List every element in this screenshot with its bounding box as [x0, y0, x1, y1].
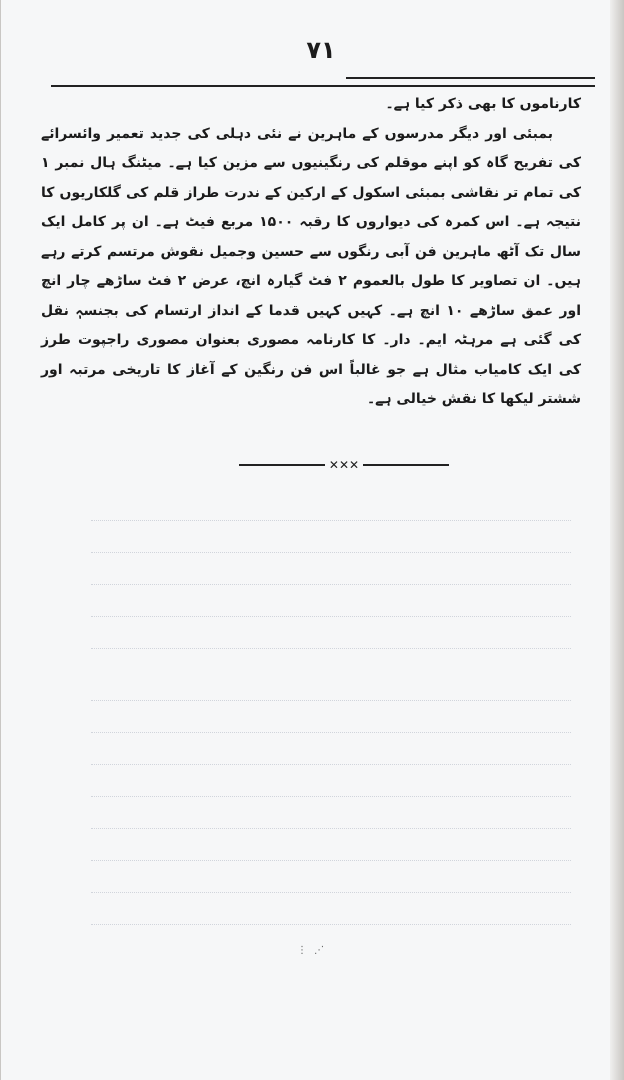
- page-edge-shadow: [610, 0, 624, 1080]
- header-rule: [51, 85, 595, 87]
- page-number: ۷۱: [306, 36, 336, 64]
- bleed-through-line: [91, 520, 571, 522]
- bleed-through-line: [91, 892, 571, 894]
- body-text: [41, 90, 581, 415]
- paragraph: بمبئی اور دیگر مدرسوں کے ماہرین نے نئی دہلی کی جدید تعمیر وائسرائے کی تفریح گاہ کو اپنے موقلم کی رنگینیوں سے مزین کیا ہے۔ میٹنگ ہال نمبر ۱ کی تمام تر نقاشی بمبئی اسکول کے ارکین کے ندرت طراز قلم کی گلکاریوں کا نتیجہ ہے۔ اس کمرہ کی دیواروں کا رقبہ ۱۵۰۰ مربع فیٹ ہے۔ ان پر کامل ایک سال تک آٹھ ماہرین فن آبی رنگوں سے حسین وجمیل نقوش مرتسم کرتے رہے ہیں۔ ان تصاویر کا طول بالعموم ۲ فٹ گیارہ انچ، عرض ۲ فٹ ساڑھے چار انچ اور عمق ساڑھے ۱۰ انچ ہے۔ کہیں کہیں قدما کے انداز ارتسام کی بجنسہٖ نقل کی گئی ہے مرہٹہ ایم۔ دار۔ کا کارنامہ مصوری بعنوان مصوری راجپوت طرز کی ایک کامیاب مثال ہے جو غالباً اس فن رنگین کے آغاز کا تاریخی مرتبہ اور ششتر لیکھا کا نقش خیالی ہے۔: [41, 125, 582, 407]
- bleed-through-line: [91, 924, 571, 926]
- bleed-through-line: [91, 764, 571, 766]
- section-divider: [239, 458, 449, 472]
- divider-ornament: ✕✕✕: [328, 458, 360, 472]
- header-rule-upper: [346, 77, 595, 79]
- bleed-through-line: [91, 732, 571, 734]
- divider-line-left: [239, 464, 325, 466]
- ink-smudge: ⋮ ⋰: [297, 945, 327, 956]
- opening-line: کارناموں کا بھی ذکر کیا ہے۔: [385, 96, 581, 112]
- bleed-through-line: [91, 552, 571, 554]
- bleed-through-line: [91, 860, 571, 862]
- bleed-through-line: [91, 584, 571, 586]
- bleed-through-line: [91, 828, 571, 830]
- bleed-through-line: [91, 796, 571, 798]
- divider-line-right: [363, 464, 449, 466]
- bleed-through-line: [91, 648, 571, 650]
- bleed-through-line: [91, 700, 571, 702]
- bleed-through-line: [91, 616, 571, 618]
